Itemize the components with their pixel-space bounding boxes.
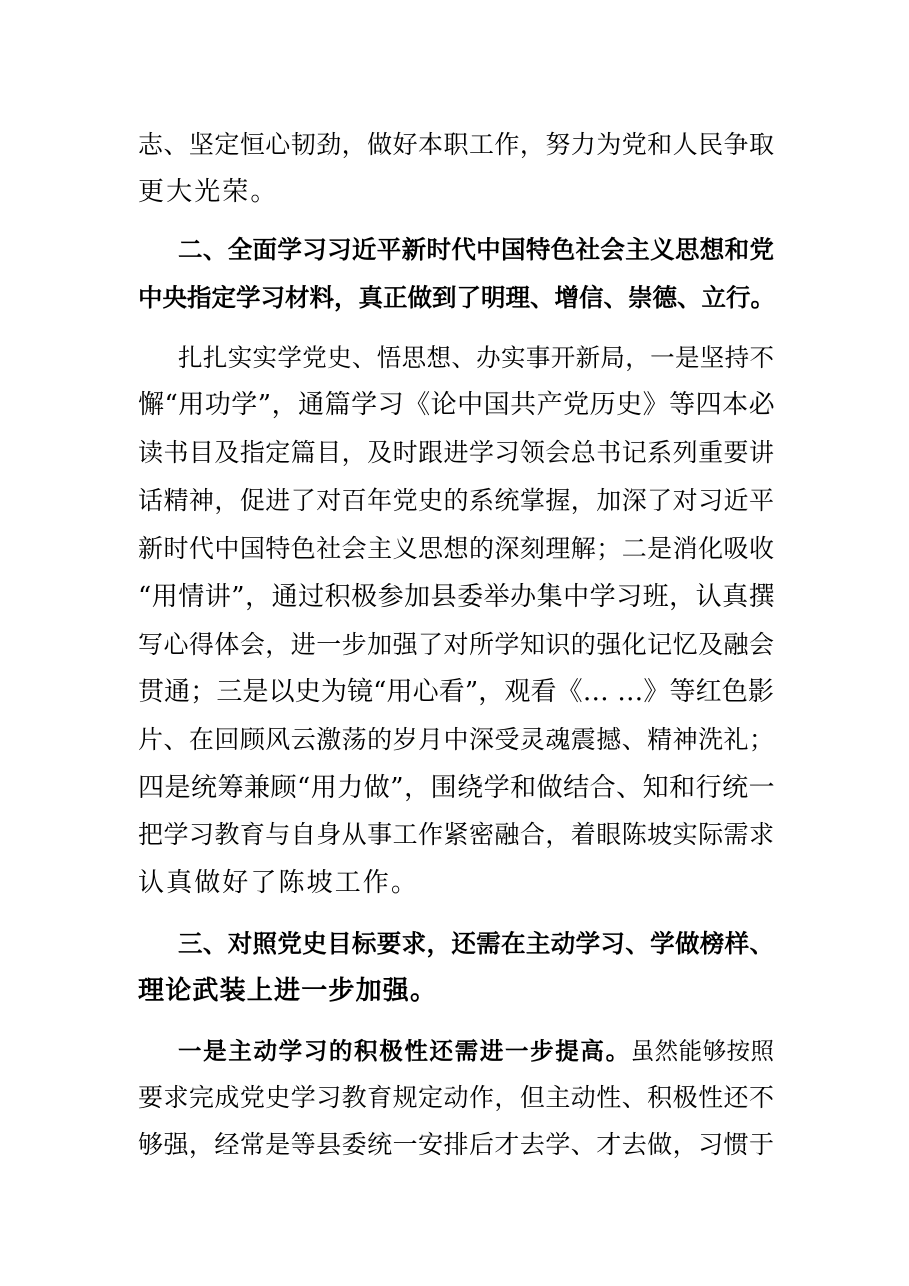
section2-para-line-7: 写心得体会，进一步加强了对所学知识的强化记忆及融会	[138, 630, 774, 659]
section2-para-line-2: 懈“用功学”，通篇学习《论中国共产党历史》等四本必	[138, 390, 776, 420]
section2-para-line-9: 片、在回顾风云激荡的岁月中深受灵魂震撼、精神洗礼；	[138, 725, 774, 754]
point1-lead-rest: 虽然能够按照	[630, 1037, 774, 1065]
section2-heading-line-1: 二、全面学习习近平新时代中国特色社会主义思想和党	[178, 235, 774, 264]
section2-para-line-4: 话精神，促进了对百年党史的系统掌握，加深了对习近平	[138, 486, 774, 515]
section2-para-line-11: 把学习教育与自身从事工作紧密融合，着眼陈坡实际需求	[138, 820, 774, 849]
intro-line-1: 志、坚定恒心韧劲，做好本职工作，努力为党和人民争取	[138, 130, 774, 159]
section3-point1-line-3: 够强，经常是等县委统一安排后才去学、才去做，习惯于	[138, 1130, 774, 1159]
section2-para-line-6: “用情讲”，通过积极参加县委举办集中学习班，认真撰	[138, 582, 776, 612]
section3-heading-line-1: 三、对照党史目标要求，还需在主动学习、学做榜样、	[178, 929, 774, 958]
section3-point1-line-1	[178, 1031, 774, 1071]
section2-para-line-5: 新时代中国特色社会主义思想的深刻理解；二是消化吸收	[138, 534, 774, 563]
section3-heading-line-2: 理论武装上进一步加强。	[138, 976, 438, 1006]
section2-para-line-8: 贯通；三是以史为镜“用心看”，观看《… …》等红色影	[138, 677, 774, 707]
section3-point1-line-2: 要求完成党史学习教育规定动作，但主动性、积极性还不	[138, 1083, 774, 1112]
section2-para-line-10: 四是统筹兼顾“用力做”，围绕学和做结合、知和行统一	[138, 773, 776, 803]
section2-para-line-1: 扎扎实实学党史、悟思想、办实事开新局，一是坚持不	[178, 343, 774, 372]
section2-heading-line-2: 中央指定学习材料，真正做到了明理、增信、崇德、立行。	[138, 283, 775, 312]
section2-para-line-12: 认真做好了陈坡工作。	[138, 868, 420, 898]
intro-line-2: 更大光荣。	[138, 177, 279, 207]
point1-bold-lead: 一是主动学习的积极性还需进一步提高。	[178, 1037, 631, 1065]
section2-para-line-3: 读书目及指定篇目，及时跟进学习领会总书记系列重要讲	[138, 438, 774, 467]
